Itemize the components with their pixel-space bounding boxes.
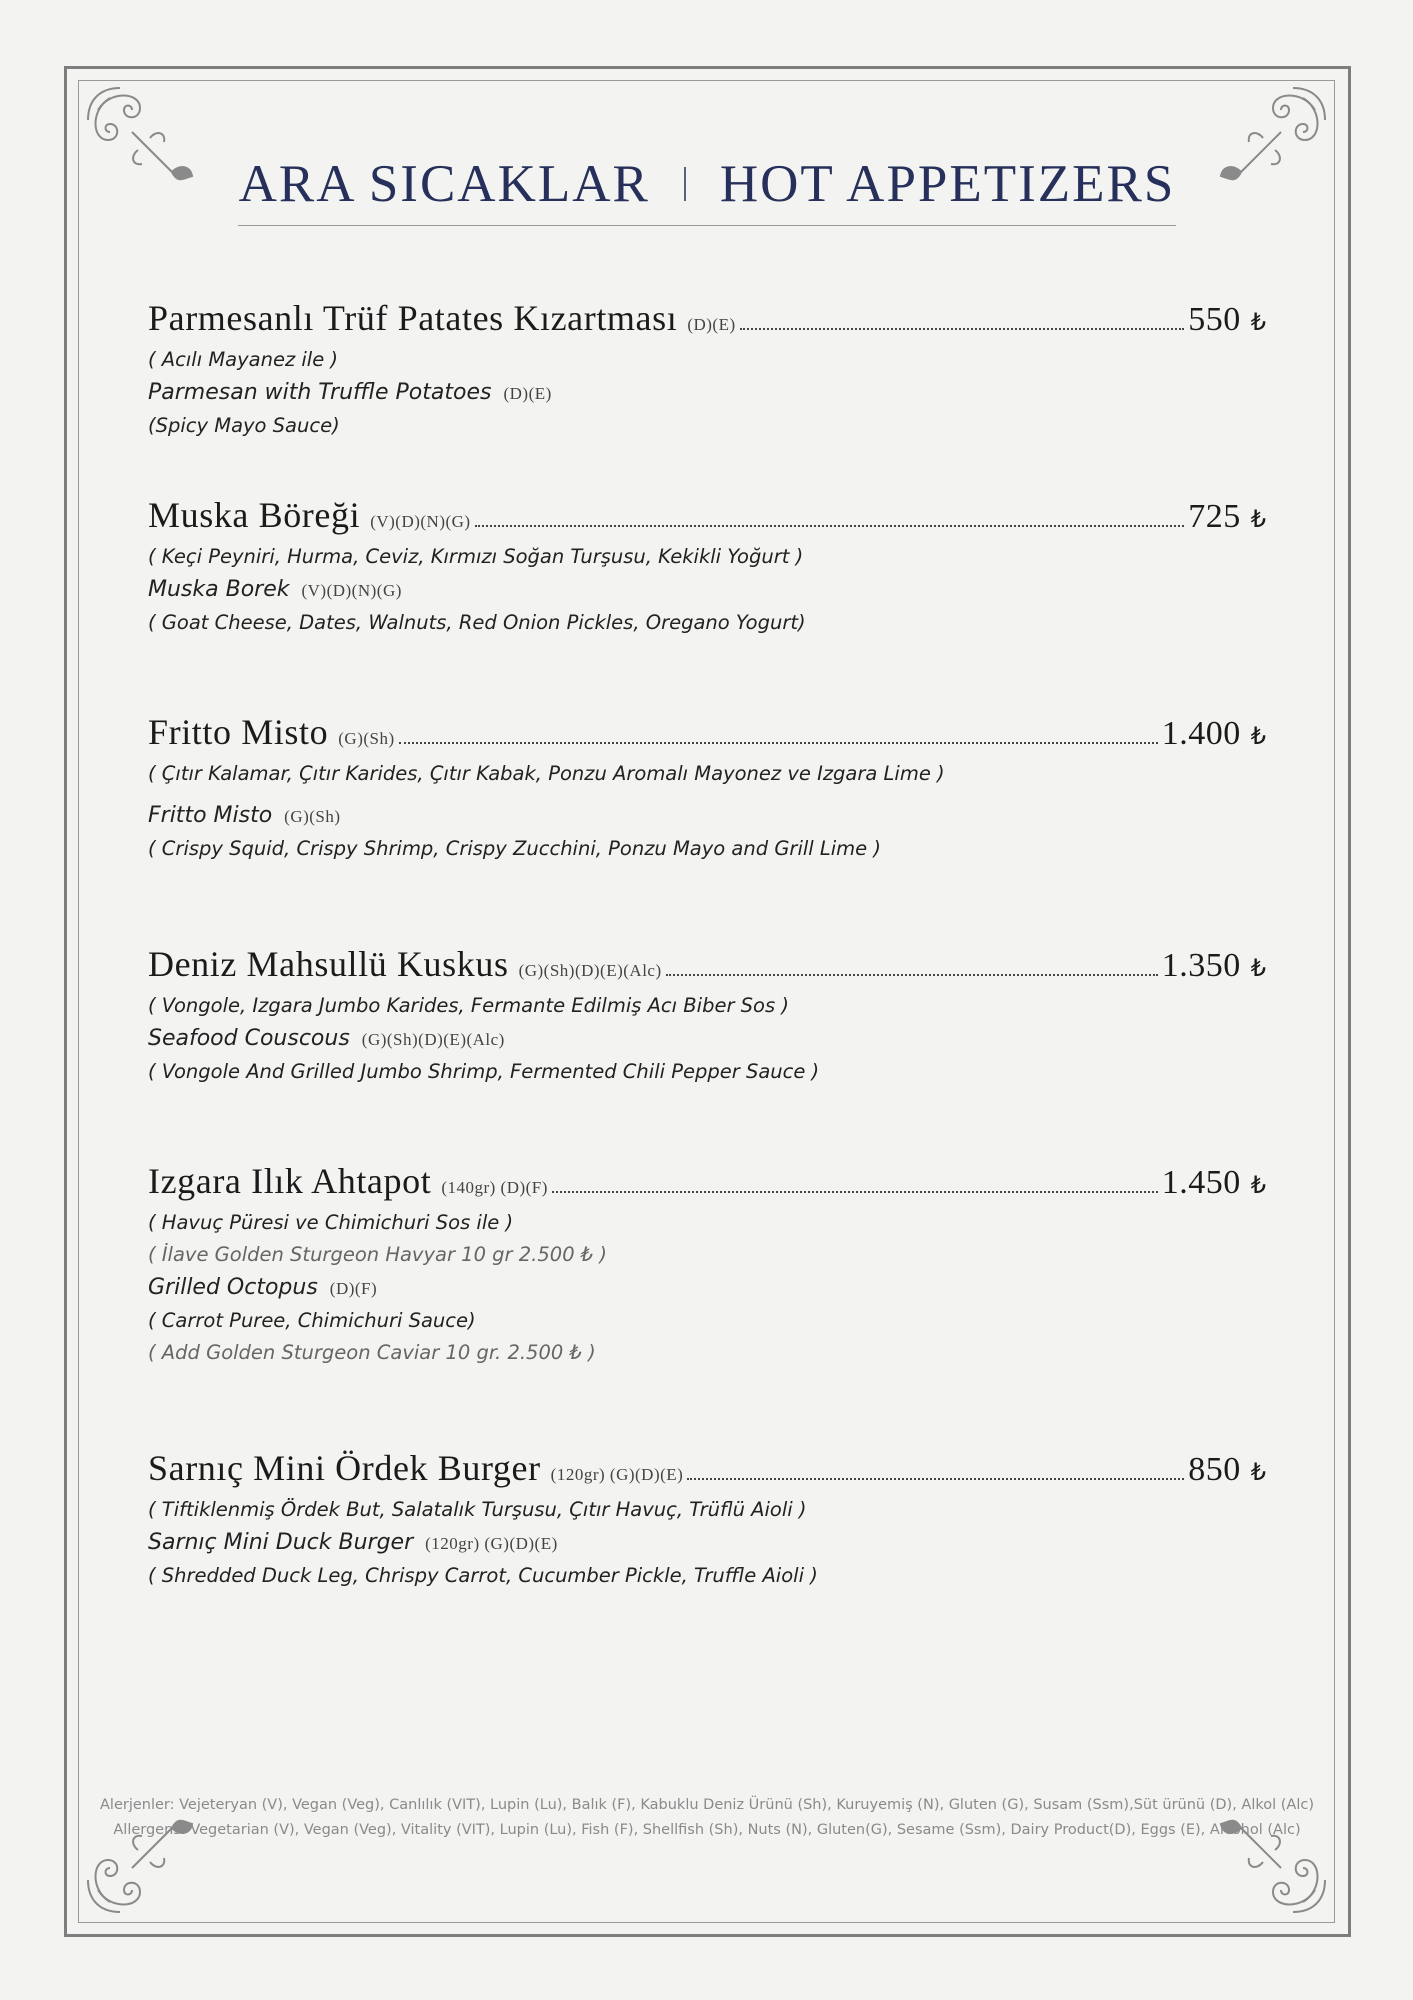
dish-allergens: (G)(Sh) [338,729,395,748]
allergen-legend-en: Allergens: Vegetarian (V), Vegan (Veg), Vitality (VIT), Lupin (Lu), Fish (F), Shellfish (Sh), Nuts (N), Gluten(G), Sesame (Ssm), Dairy Product(D), Eggs (E), Alcohol (Alc) [113,1822,1301,1838]
dish-name-en-text: Fritto Misto [148,803,273,828]
menu-item [148,711,1266,860]
dish-price: 550 [1188,301,1241,338]
dish-name-en [148,1530,1266,1555]
description-tr: ( Vongole, Izgara Jumbo Karides, Fermante Edilmiş Acı Biber Sos ) [148,994,789,1017]
corner-ornament-icon [80,80,200,200]
lira-icon: ₺ [1250,1458,1266,1486]
dish-name-en [148,577,1266,602]
description-en: (Spicy Mayo Sauce) [148,414,340,437]
dish-name: Fritto Misto [148,712,329,752]
title-turkish: ARA SICAKLAR [238,154,650,213]
description-en: ( Shredded Duck Leg, Chrispy Carrot, Cucumber Pickle, Truffle Aioli ) [148,1564,818,1587]
menu-item [148,494,1266,634]
lira-icon: ₺ [1250,1171,1266,1199]
dish-allergens-en: (G)(Sh) [284,807,341,826]
dish-name: Deniz Mahsullü Kuskus [148,944,509,984]
description-tr: ( Acılı Mayanez ile ) [148,348,339,371]
leader-dots [687,1478,1184,1480]
dish-name-en [148,380,1266,405]
caviar-addon-tr: ( İlave Golden Sturgeon Havyar 10 gr 2.500 ₺ ) [148,1243,608,1266]
leader-dots [666,974,1158,976]
dish-price: 1.350 [1161,947,1241,984]
dish-name-en-text: Muska Borek [148,577,290,602]
dish-allergens: (G)(Sh)(D)(E)(Alc) [518,961,662,980]
dish-allergens: (140gr) (D)(F) [441,1178,548,1197]
corner-ornament-icon [80,1800,200,1920]
allergen-legend-tr: Alerjenler: Vejeteryan (V), Vegan (Veg), Canlılık (VIT), Lupin (Lu), Balık (F), Kabuklu Deniz Ürünü (Sh), Kuruyemiş (N), Gluten (G), Susam (Ssm),Süt ürünü (D), Alkol (Alc) [100,1797,1314,1813]
corner-ornament-icon [1213,80,1333,200]
page-title [238,150,1176,226]
dish-price: 1.400 [1161,715,1241,752]
dish-allergens-en: (D)(F) [329,1279,378,1298]
dish-name: Sarnıç Mini Ördek Burger [148,1448,541,1488]
dish-allergens: (120gr) (G)(D)(E) [550,1465,684,1484]
corner-ornament-icon [1213,1800,1333,1920]
leader-dots [475,525,1185,527]
title-english: HOT APPETIZERS [719,154,1176,213]
lira-icon: ₺ [1250,954,1266,982]
description-tr: ( Tiftiklenmiş Ördek But, Salatalık Turşusu, Çıtır Havuç, Trüflü Aioli ) [148,1498,807,1521]
dish-allergens: (D)(E) [687,315,736,334]
description-tr: ( Çıtır Kalamar, Çıtır Karides, Çıtır Kabak, Ponzu Aromalı Mayonez ve Izgara Lime ) [148,762,945,785]
dish-name-en [148,1026,1266,1051]
description-en: ( Vongole And Grilled Jumbo Shrimp, Fermented Chili Pepper Sauce ) [148,1060,820,1083]
dish-name-en-text: Parmesan with Truffle Potatoes [148,380,492,405]
caviar-addon-en: ( Add Golden Sturgeon Caviar 10 gr. 2.500 ₺ ) [148,1341,596,1364]
menu-item [148,297,1266,437]
dish-name-en-text: Sarnıç Mini Duck Burger [148,1530,414,1555]
dish-name-en-text: Seafood Couscous [148,1026,350,1051]
dish-allergens: (V)(D)(N)(G) [370,512,471,531]
menu-item [148,943,1266,1083]
dish-price: 850 [1188,1451,1241,1488]
menu-item [148,1447,1266,1587]
leader-dots [399,742,1158,744]
description-tr: ( Keçi Peyniri, Hurma, Ceviz, Kırmızı Soğan Turşusu, Kekikli Yoğurt ) [148,545,804,568]
dish-allergens-en: (120gr) (G)(D)(E) [425,1534,558,1553]
menu-item [148,1160,1266,1364]
dish-name-en [148,803,1266,828]
dish-name: Muska Böreği [148,495,361,535]
dish-price: 1.450 [1161,1164,1241,1201]
dish-name-en [148,1275,1266,1300]
dish-allergens-en: (D)(E) [503,384,552,403]
title-divider [684,167,686,201]
lira-icon: ₺ [1250,308,1266,336]
dish-allergens-en: (G)(Sh)(D)(E)(Alc) [361,1030,505,1049]
description-en: ( Goat Cheese, Dates, Walnuts, Red Onion Pickles, Oregano Yogurt) [148,611,806,634]
dish-name-en-text: Grilled Octopus [148,1275,318,1300]
leader-dots [740,328,1185,330]
description-en: ( Carrot Puree, Chimichuri Sauce) [148,1309,476,1332]
leader-dots [552,1191,1158,1193]
dish-price: 725 [1188,498,1241,535]
description-tr: ( Havuç Püresi ve Chimichuri Sos ile ) [148,1211,514,1234]
dish-allergens-en: (V)(D)(N)(G) [301,581,402,600]
description-en: ( Crispy Squid, Crispy Shrimp, Crispy Zucchini, Ponzu Mayo and Grill Lime ) [148,837,881,860]
dish-name: Parmesanlı Trüf Patates Kızartması [148,298,678,338]
lira-icon: ₺ [1250,505,1266,533]
dish-name: Izgara Ilık Ahtapot [148,1161,432,1201]
lira-icon: ₺ [1250,722,1266,750]
